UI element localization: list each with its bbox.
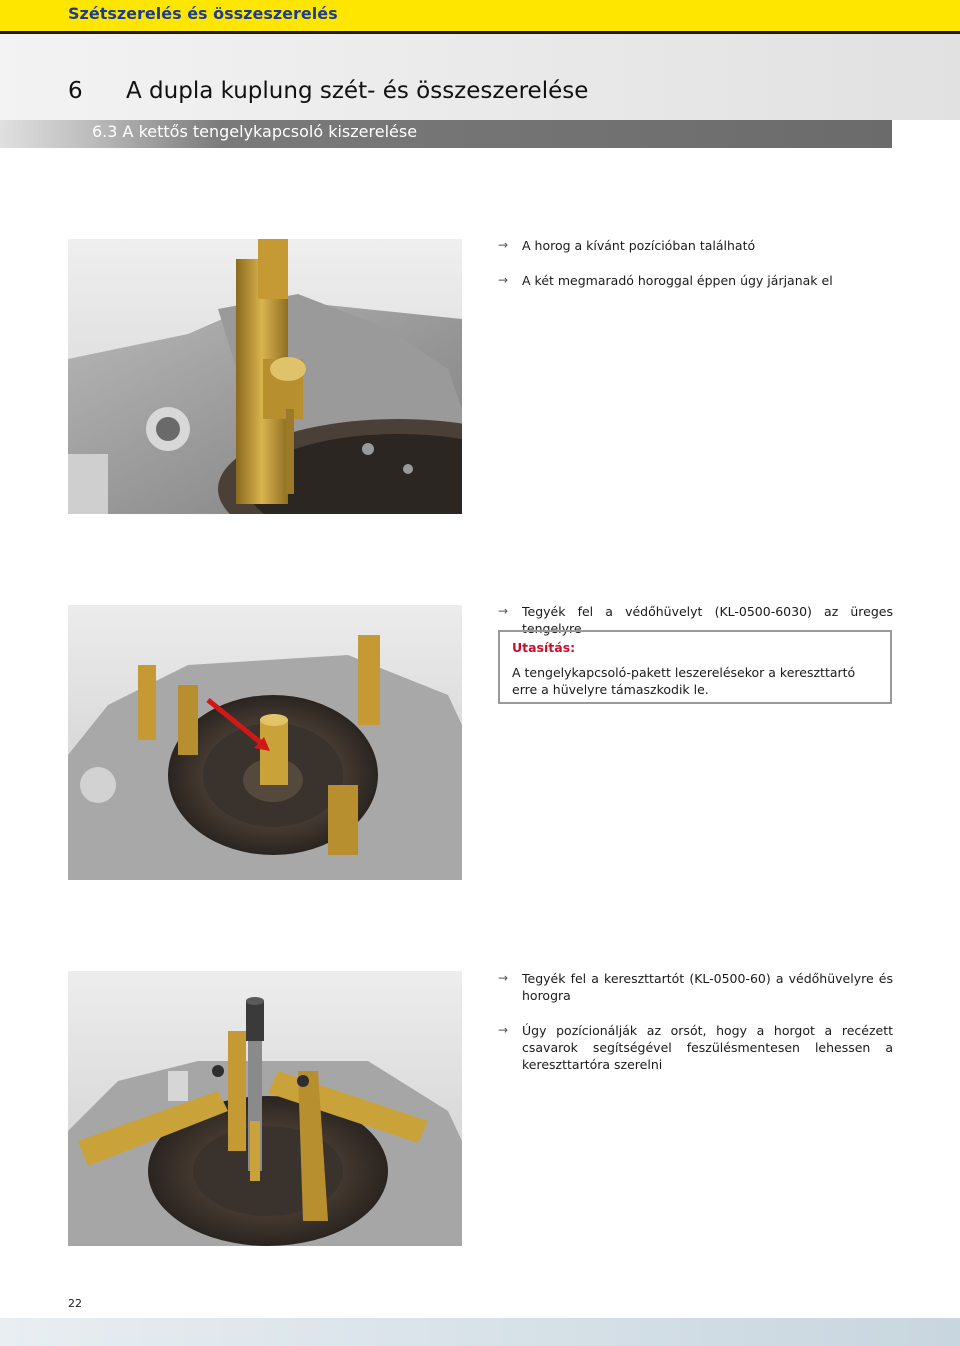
footer-band: [0, 1318, 960, 1346]
step-text: Tegyék fel a kereszttartót (KL-0500-60) a védőhüvelyre és horogra: [522, 971, 893, 1003]
step-1: [498, 237, 893, 254]
note-text: A tengelykapcsoló-pakett leszerelésekor a kereszttartó erre a hüvelyre támaszkodik le.: [512, 665, 856, 697]
page-number: 22: [68, 1297, 82, 1310]
header-bar: [0, 0, 960, 31]
header-title: Szétszerelés és összeszerelés: [68, 4, 338, 23]
step-text: Tegyék fel a védőhüvelyt (KL-0500-6030) az üreges tengelyre: [522, 604, 893, 636]
step-text: A horog a kívánt pozícióban található: [522, 238, 756, 253]
step-2: [498, 272, 893, 289]
photo-protective-sleeve: [68, 605, 462, 880]
photo-hook-position: [68, 239, 462, 514]
step-text: Úgy pozícionálják az orsót, hogy a horgot a recézett csavarok segítségével feszülésmentesen lehessen a kereszttartóra szerelni: [522, 1023, 893, 1072]
step-text: A két megmaradó horoggal éppen úgy járjanak el: [522, 273, 833, 288]
chapter-number: 6: [68, 78, 83, 104]
arrow-right-icon: →: [498, 273, 509, 287]
arrow-right-icon: →: [498, 971, 509, 985]
arrow-right-icon: →: [498, 238, 509, 252]
section-title: 6.3 A kettős tengelykapcsoló kiszerelése: [92, 122, 418, 141]
step-4: [498, 970, 893, 1004]
step-5: [498, 1022, 893, 1073]
photo-cross-beam: [68, 971, 462, 1246]
note-label: Utasítás:: [512, 640, 576, 655]
chapter-band: [0, 34, 960, 120]
chapter-heading: [68, 78, 588, 104]
arrow-right-icon: →: [498, 1023, 509, 1037]
chapter-title: A dupla kuplung szét- és összeszerelése: [126, 78, 589, 104]
note-box: [498, 630, 892, 704]
arrow-right-icon: →: [498, 604, 509, 618]
